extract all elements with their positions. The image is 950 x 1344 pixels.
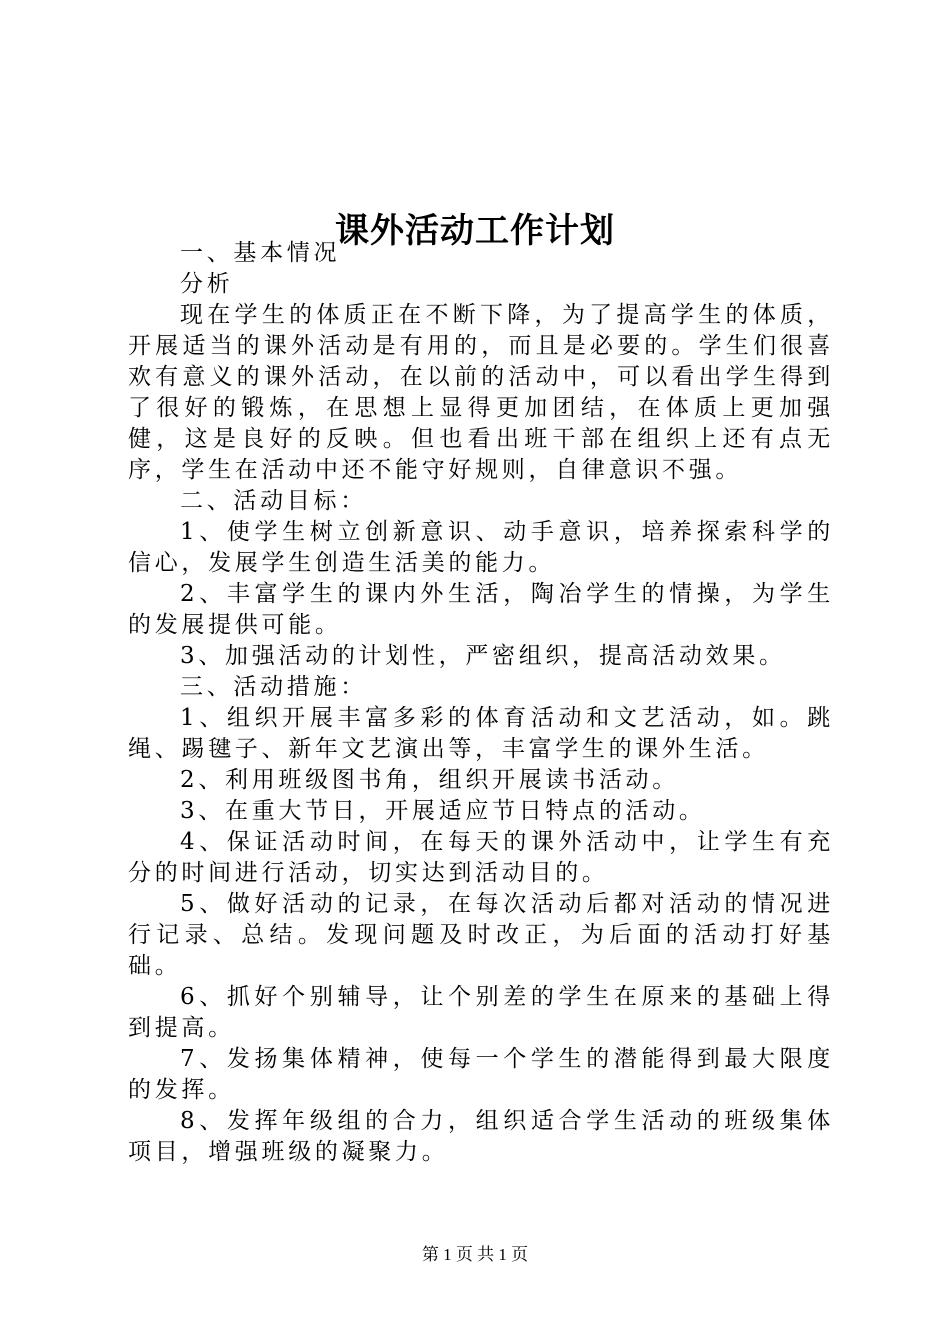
document-title: 课外活动工作计划 [335, 210, 615, 251]
section-heading-analysis: 分析 [180, 271, 234, 297]
measure-item-7: 7、发扬集体精神，使每一个学生的潜能得到最大限度的发挥。 [128, 1046, 834, 1103]
section-heading-goals: 二、活动目标： [180, 488, 367, 514]
measure-item-2: 2、利用班级图书角，组织开展读书活动。 [180, 767, 679, 793]
measure-item-6: 6、抓好个别辅导，让个别差的学生在原来的基础上得到提高。 [128, 984, 834, 1041]
measure-item-1: 1、组织开展丰富多彩的体育活动和文艺活动，如。跳绳、踢毽子、新年文艺演出等，丰富学生的课外生活。 [128, 705, 834, 762]
section-heading-basic-situation: 一、基本情况 [180, 240, 341, 266]
page-number-footer: 第 1 页 共 1 页 [421, 1245, 529, 1264]
measure-item-5: 5、做好活动的记录，在每次活动后都对活动的情况进行记录、总结。发现问题及时改正，为后面的活动打好基础。 [128, 891, 834, 979]
document-body [128, 238, 834, 1168]
measure-item-3: 3、在重大节日，开展适应节日特点的活动。 [180, 798, 706, 824]
analysis-paragraph: 现在学生的体质正在不断下降，为了提高学生的体质，开展适当的课外活动是有用的，而且是必要的。学生们很喜欢有意义的课外活动，在以前的活动中，可以看出学生得到了很好的锻炼，在思想上显得更加团结，在体质上更加强健，这是良好的反映。但也看出班干部在组织上还有点无序，学生在活动中还不能守好规则，自律意识不强。 [128, 302, 834, 483]
measure-item-4: 4、保证活动时间，在每天的课外活动中，让学生有充分的时间进行活动，切实达到活动目的。 [128, 829, 834, 886]
section-heading-measures: 三、活动措施： [180, 674, 367, 700]
measure-item-8: 8、发挥年级组的合力，组织适合学生活动的班级集体项目，增强班级的凝聚力。 [128, 1108, 834, 1165]
goal-item-2: 2、丰富学生的课内外生活，陶冶学生的情操，为学生的发展提供可能。 [128, 581, 834, 638]
goal-item-3: 3、加强活动的计划性，严密组织，提高活动效果。 [180, 643, 786, 669]
goal-item-1: 1、使学生树立创新意识、动手意识，培养探索科学的信心，发展学生创造生活美的能力。 [128, 519, 834, 576]
